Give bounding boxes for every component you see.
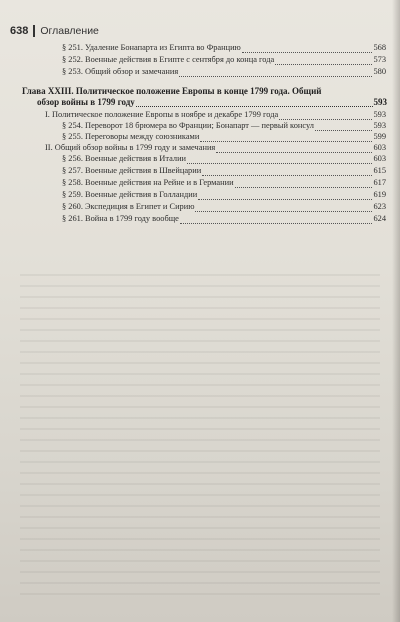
toc-part[interactable]: I. Политическое положение Европы в ноябре и декабре 1799 года 593	[45, 110, 386, 119]
page-shadow	[392, 0, 400, 622]
toc-entry[interactable]: § 255. Переговоры между союзниками 599	[62, 132, 386, 141]
chapter-heading-line1[interactable]: Глава XXIII. Политическое положение Европы в конце 1799 года. Общий	[22, 86, 322, 96]
toc-entry[interactable]: § 252. Военные действия в Египте с сентября до конца года 573	[62, 55, 386, 64]
toc-entry[interactable]: § 251. Удаление Бонапарта из Египта во Францию 568	[62, 43, 386, 52]
toc-part[interactable]: II. Общий обзор войны в 1799 году и замечания 603	[45, 143, 386, 152]
toc-entry[interactable]: § 257. Военные действия в Швейцарии 615	[62, 166, 386, 175]
toc-entry[interactable]: § 260. Экспедиция в Египет и Сирию 623	[62, 202, 386, 211]
toc-entry[interactable]: § 256. Военные действия в Италии 603	[62, 154, 386, 163]
section-title: Оглавление	[40, 25, 99, 37]
toc-entry[interactable]: § 253. Общий обзор и замечания 580	[62, 67, 386, 76]
toc-entry[interactable]: § 261. Война в 1799 году вообще 624	[62, 214, 386, 223]
show-through-text	[20, 265, 380, 602]
page-number: 638	[10, 25, 29, 37]
chapter-heading[interactable]: обзор войны в 1799 году 593	[37, 97, 387, 107]
toc-entry[interactable]: § 259. Военные действия в Голландии 619	[62, 190, 386, 199]
toc-entry[interactable]: § 258. Военные действия на Рейне и в Германии 617	[62, 178, 386, 187]
toc-entry[interactable]: § 254. Переворот 18 брюмера во Франции; Бонапарт — первый консул 593	[62, 121, 386, 130]
header-divider	[33, 25, 35, 37]
running-header	[10, 24, 99, 38]
